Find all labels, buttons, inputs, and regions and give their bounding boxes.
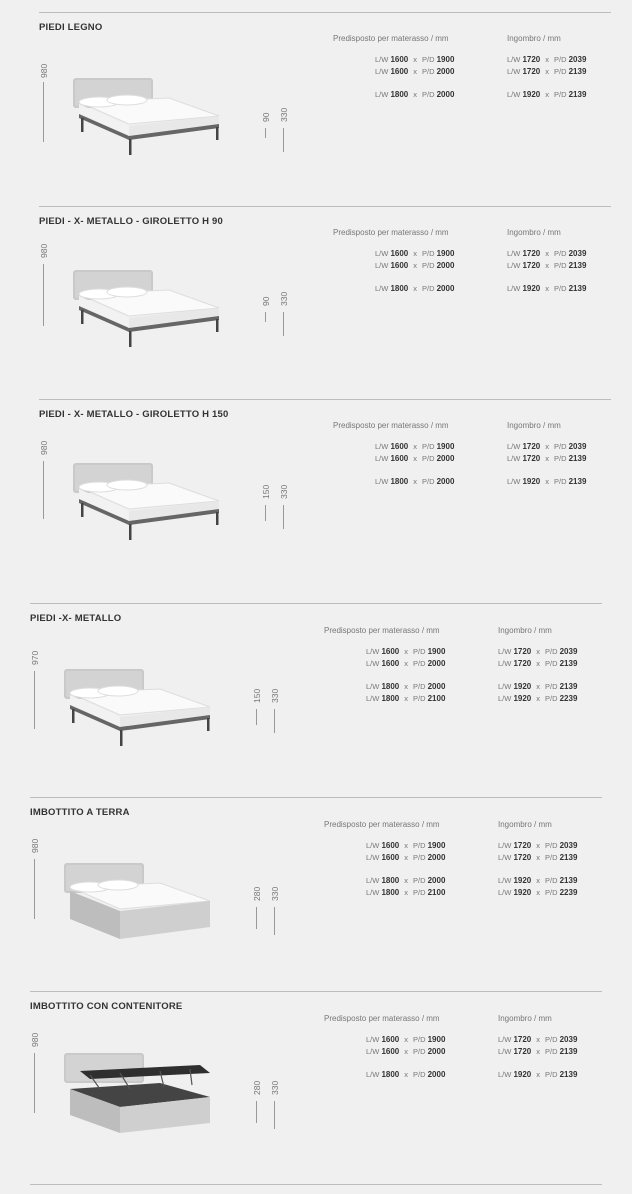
size-row: L/W 1920 x P/D 2139 (498, 876, 578, 885)
total-height-line (34, 671, 35, 729)
size-header: Ingombro / mm (498, 1014, 552, 1023)
mattress-row: L/W 1600 x P/D 2000 (366, 659, 446, 668)
mattress-row: L/W 1800 x P/D 2000 (375, 284, 455, 293)
bed-variant-section (39, 206, 611, 398)
mattress-row: L/W 1600 x P/D 1900 (375, 249, 455, 258)
size-header: Ingombro / mm (507, 421, 561, 430)
frame-height-line (256, 907, 257, 929)
bed-illustration (60, 857, 220, 947)
frame-height-line (265, 312, 266, 322)
section-divider (39, 399, 611, 400)
mattress-row: L/W 1800 x P/D 2100 (366, 694, 446, 703)
headboard-height-label: 330 (270, 1080, 280, 1095)
size-row: L/W 1720 x P/D 2139 (507, 67, 587, 76)
size-row: L/W 1720 x P/D 2039 (507, 55, 587, 64)
frame-height-label: 280 (252, 886, 262, 901)
bed-variant-section (39, 12, 611, 204)
bed-illustration (69, 457, 229, 547)
size-row: L/W 1720 x P/D 2139 (498, 853, 578, 862)
mattress-row: L/W 1600 x P/D 1900 (375, 442, 455, 451)
mattress-row: L/W 1600 x P/D 2000 (375, 261, 455, 270)
size-row: L/W 1920 x P/D 2139 (507, 90, 587, 99)
section-divider (30, 797, 602, 798)
size-row: L/W 1720 x P/D 2039 (498, 1035, 578, 1044)
total-height-line (34, 859, 35, 919)
frame-height-label: 90 (261, 112, 271, 122)
size-row: L/W 1720 x P/D 2139 (498, 659, 578, 668)
frame-height-label: 150 (252, 688, 262, 703)
size-row: L/W 1920 x P/D 2139 (507, 284, 587, 293)
mattress-header: Predisposto per materasso / mm (324, 1014, 440, 1023)
mattress-row: L/W 1600 x P/D 2000 (366, 1047, 446, 1056)
headboard-height-line (274, 709, 275, 733)
total-height-line (43, 264, 44, 326)
size-header: Ingombro / mm (498, 626, 552, 635)
headboard-height-label: 330 (279, 291, 289, 306)
mattress-row: L/W 1600 x P/D 1900 (366, 647, 446, 656)
bed-variant-section (30, 991, 602, 1183)
section-divider (30, 603, 602, 604)
frame-height-label: 150 (261, 484, 271, 499)
bed-variant-section (30, 797, 602, 989)
size-row: L/W 1720 x P/D 2139 (507, 454, 587, 463)
size-row: L/W 1720 x P/D 2139 (498, 1047, 578, 1056)
bed-illustration (69, 264, 229, 354)
headboard-height-line (283, 128, 284, 152)
total-height-label: 980 (39, 63, 49, 78)
bed-illustration (60, 663, 220, 753)
mattress-row: L/W 1800 x P/D 2100 (366, 888, 446, 897)
total-height-line (43, 82, 44, 142)
section-title: IMBOTTITO A TERRA (30, 807, 130, 818)
total-height-line (43, 461, 44, 519)
mattress-header: Predisposto per materasso / mm (324, 626, 440, 635)
frame-height-line (256, 1101, 257, 1123)
total-height-label: 980 (30, 1032, 40, 1047)
section-title: IMBOTTITO CON CONTENITORE (30, 1001, 183, 1012)
headboard-height-label: 330 (270, 688, 280, 703)
headboard-height-line (274, 907, 275, 935)
size-row: L/W 1920 x P/D 2139 (498, 682, 578, 691)
size-header: Ingombro / mm (507, 34, 561, 43)
size-header: Ingombro / mm (498, 820, 552, 829)
headboard-height-line (283, 505, 284, 529)
bed-variant-section (30, 603, 602, 795)
section-title: PIEDI - X- METALLO - GIROLETTO H 90 (39, 216, 223, 227)
size-row: L/W 1720 x P/D 2039 (498, 841, 578, 850)
mattress-row: L/W 1800 x P/D 2000 (375, 90, 455, 99)
headboard-height-label: 330 (279, 107, 289, 122)
mattress-row: L/W 1600 x P/D 1900 (366, 841, 446, 850)
size-row: L/W 1920 x P/D 2139 (498, 1070, 578, 1079)
size-row: L/W 1920 x P/D 2139 (507, 477, 587, 486)
bed-variant-section (39, 399, 611, 591)
size-header: Ingombro / mm (507, 228, 561, 237)
mattress-row: L/W 1600 x P/D 1900 (366, 1035, 446, 1044)
frame-height-line (265, 505, 266, 521)
frame-height-label: 280 (252, 1080, 262, 1095)
mattress-row: L/W 1600 x P/D 1900 (375, 55, 455, 64)
frame-height-line (256, 709, 257, 725)
mattress-row: L/W 1800 x P/D 2000 (366, 682, 446, 691)
mattress-row: L/W 1800 x P/D 2000 (366, 876, 446, 885)
section-title: PIEDI LEGNO (39, 22, 103, 33)
size-row: L/W 1920 x P/D 2239 (498, 694, 578, 703)
mattress-header: Predisposto per materasso / mm (333, 34, 449, 43)
mattress-row: L/W 1800 x P/D 2000 (366, 1070, 446, 1079)
mattress-header: Predisposto per materasso / mm (324, 820, 440, 829)
headboard-height-label: 330 (270, 886, 280, 901)
total-height-label: 970 (30, 650, 40, 665)
bottom-divider (30, 1184, 602, 1185)
mattress-row: L/W 1600 x P/D 2000 (366, 853, 446, 862)
size-row: L/W 1920 x P/D 2239 (498, 888, 578, 897)
section-divider (30, 991, 602, 992)
bed-illustration (69, 72, 229, 162)
size-row: L/W 1720 x P/D 2039 (507, 249, 587, 258)
total-height-line (34, 1053, 35, 1113)
bed-illustration (60, 1049, 220, 1139)
frame-height-label: 90 (261, 296, 271, 306)
headboard-height-line (283, 312, 284, 336)
total-height-label: 980 (30, 838, 40, 853)
frame-height-line (265, 128, 266, 138)
mattress-header: Predisposto per materasso / mm (333, 228, 449, 237)
section-divider (39, 12, 611, 13)
headboard-height-line (274, 1101, 275, 1129)
section-divider (39, 206, 611, 207)
mattress-row: L/W 1800 x P/D 2000 (375, 477, 455, 486)
total-height-label: 980 (39, 243, 49, 258)
mattress-header: Predisposto per materasso / mm (333, 421, 449, 430)
total-height-label: 980 (39, 440, 49, 455)
section-title: PIEDI -X- METALLO (30, 613, 122, 624)
size-row: L/W 1720 x P/D 2139 (507, 261, 587, 270)
mattress-row: L/W 1600 x P/D 2000 (375, 454, 455, 463)
size-row: L/W 1720 x P/D 2039 (498, 647, 578, 656)
mattress-row: L/W 1600 x P/D 2000 (375, 67, 455, 76)
section-title: PIEDI - X- METALLO - GIROLETTO H 150 (39, 409, 229, 420)
size-row: L/W 1720 x P/D 2039 (507, 442, 587, 451)
headboard-height-label: 330 (279, 484, 289, 499)
